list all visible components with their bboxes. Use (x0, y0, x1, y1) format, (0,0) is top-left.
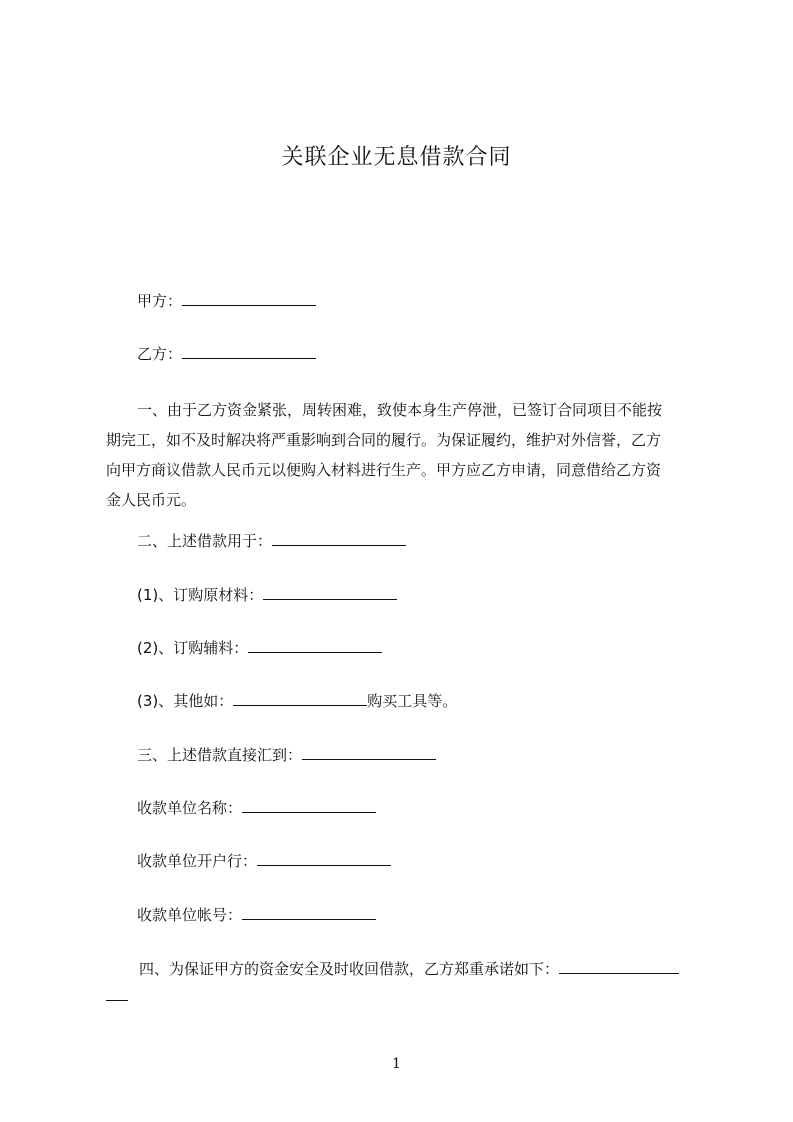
item-3-line (137, 691, 457, 711)
payee-name-label: 收款单位名称： (137, 799, 243, 817)
party-b-label: 乙方： (137, 345, 183, 363)
page-number: 1 (392, 1056, 401, 1072)
clause-3-blank (302, 745, 436, 760)
item-3-label: (3)、其他如： (137, 692, 234, 710)
item-1-label: (1)、订购原材料： (137, 586, 264, 604)
clause-1-paragraph (106, 395, 706, 515)
item-3-blank (233, 691, 367, 706)
payee-bank-blank (257, 851, 391, 866)
payee-bank-label: 收款单位开户行： (137, 852, 258, 870)
clause-1-line: 向甲方商议借款人民币元以便购入材料进行生产。甲方应乙方申请，同意借给乙方资 (106, 461, 662, 479)
item-1-line (137, 585, 397, 605)
clause-1-line: 一、由于乙方资金紧张，周转困难，致使本身生产停泄，已签订合同项目不能按 (137, 401, 663, 419)
payee-bank-line (137, 851, 391, 871)
item-3-suffix: 购买工具等。 (367, 692, 458, 710)
item-1-blank (263, 585, 397, 600)
item-2-line (137, 638, 382, 658)
clause-3-line (137, 745, 436, 765)
clause-4-blank (559, 959, 679, 974)
party-b-line (137, 344, 316, 364)
clause-4-blank-continuation (106, 1000, 128, 1001)
clause-2-label: 二、上述借款用于： (137, 532, 273, 550)
document-title: 关联企业无息借款合同 (281, 145, 512, 170)
clause-2-line (137, 531, 406, 551)
item-2-label: (2)、订购辅料： (137, 639, 249, 657)
party-a-label: 甲方： (137, 292, 183, 310)
item-2-blank (248, 638, 382, 653)
clause-1-line: 金人民币元。 (106, 491, 197, 509)
clause-4-label: 四、为保证甲方的资金安全及时收回借款，乙方郑重承诺如下： (139, 960, 560, 978)
payee-name-blank (242, 798, 376, 813)
party-b-blank (182, 344, 316, 359)
clause-3-label: 三、上述借款直接汇到： (137, 746, 303, 764)
clause-4-line (139, 959, 679, 979)
payee-account-blank (242, 905, 376, 920)
party-a-line (137, 291, 316, 311)
payee-account-line (137, 905, 376, 925)
payee-account-label: 收款单位帐号： (137, 906, 243, 924)
clause-1-line: 期完工，如不及时解决将严重影响到合同的履行。为保证履约，维护对外信誉，乙方 (106, 431, 662, 449)
clause-2-blank (272, 531, 406, 546)
party-a-blank (182, 291, 316, 306)
payee-name-line (137, 798, 376, 818)
